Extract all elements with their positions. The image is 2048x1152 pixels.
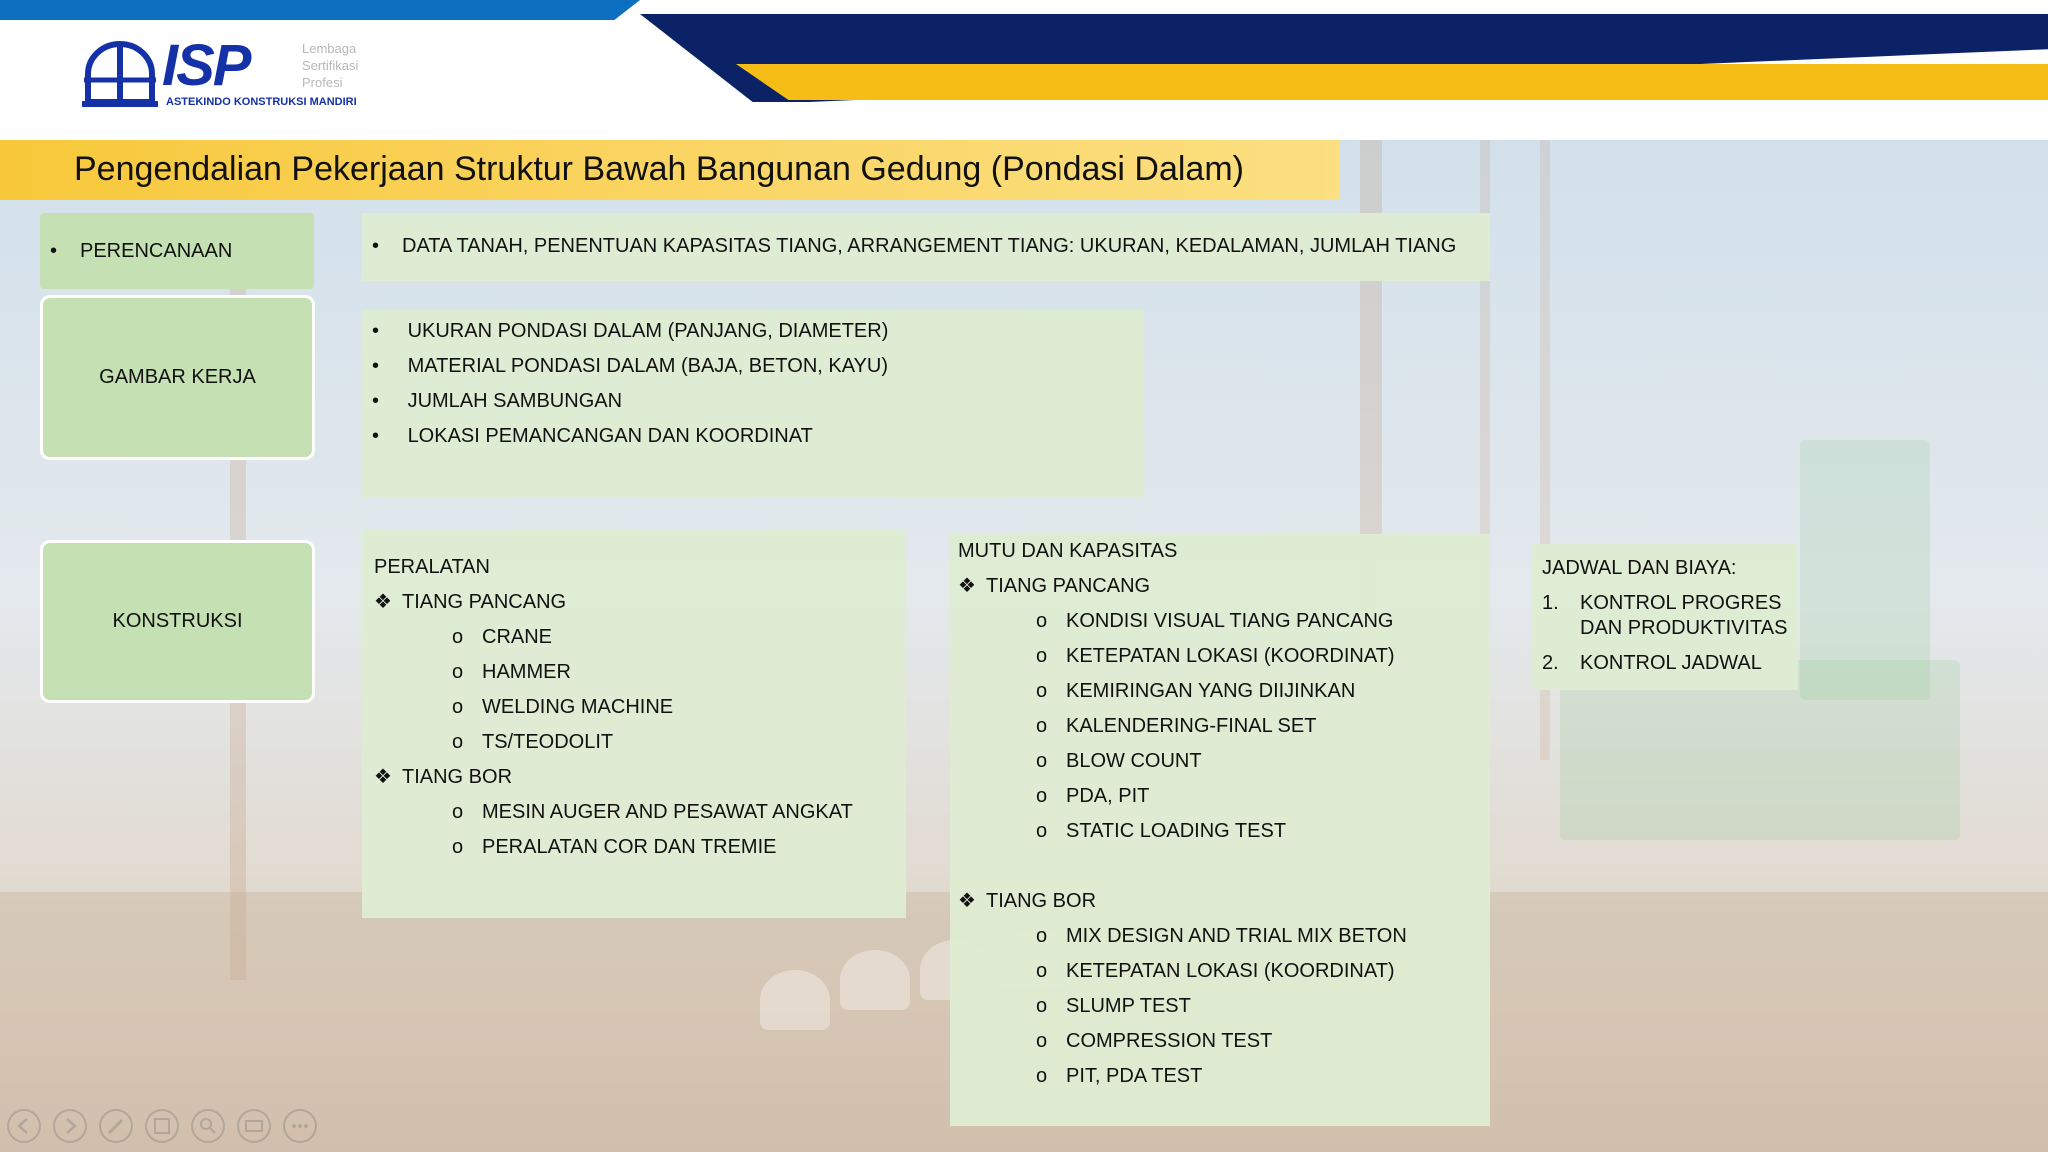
list-item xyxy=(958,709,1490,744)
list-item-text: KETEPATAN LOKASI (KOORDINAT) xyxy=(1066,960,1395,982)
diamond-bullet-icon: ❖ xyxy=(374,591,392,613)
section-heading: PERALATAN xyxy=(374,556,490,578)
group-header xyxy=(374,585,906,620)
list-item-text: PIT, PDA TEST xyxy=(1066,1065,1203,1087)
box-peralatan xyxy=(362,530,906,918)
box-perencanaan xyxy=(362,213,1490,281)
bullet-icon xyxy=(372,384,402,419)
circle-bullet-icon: o xyxy=(1036,820,1048,842)
list-item xyxy=(958,744,1490,779)
isp-logo xyxy=(82,33,382,112)
slide-header xyxy=(0,0,2048,140)
background-machine xyxy=(1800,440,1930,700)
list-item-text: MESIN AUGER AND PESAWAT ANGKAT xyxy=(482,801,853,823)
list-item xyxy=(958,954,1490,989)
list-item-text: PDA, PIT xyxy=(1066,785,1150,807)
box-gambar-kerja xyxy=(362,310,1144,498)
list-item-text: KONDISI VISUAL TIANG PANCANG xyxy=(1066,610,1394,632)
list-item xyxy=(958,1024,1490,1059)
list-item xyxy=(958,674,1490,709)
list-item-text: MIX DESIGN AND TRIAL MIX BETON xyxy=(1066,925,1407,947)
list-item xyxy=(958,814,1490,849)
list-item-text: KEMIRINGAN YANG DIIJINKAN xyxy=(1066,680,1356,702)
circle-bullet-icon: o xyxy=(452,661,464,683)
list-item-text: UKURAN PONDASI DALAM (PANJANG, DIAMETER) xyxy=(407,320,889,342)
group-header xyxy=(374,760,906,795)
list-item-text: JUMLAH SAMBUNGAN xyxy=(407,390,623,412)
list-item xyxy=(374,620,906,655)
section-heading: JADWAL DAN BIAYA: xyxy=(1542,557,1737,579)
bullet-icon xyxy=(50,240,80,263)
logo-org-line: Sertifikasi xyxy=(302,58,359,73)
pen-icon[interactable] xyxy=(98,1108,134,1144)
header-stripe-blue xyxy=(0,0,640,20)
circle-bullet-icon: o xyxy=(452,696,464,718)
list-item xyxy=(958,779,1490,814)
background-pile xyxy=(840,950,910,1010)
slide-title: Pengendalian Pekerjaan Struktur Bawah Bangunan Gedung (Pondasi Dalam) xyxy=(74,150,1244,188)
list-number: 1. xyxy=(1542,592,1559,614)
group-header xyxy=(958,884,1490,919)
logo-org-line: Profesi xyxy=(302,75,343,90)
logo-emblem-icon xyxy=(82,38,158,110)
header-stripe-yellow xyxy=(736,64,2048,100)
list-item xyxy=(958,604,1490,639)
list-item-text: LOKASI PEMANCANGAN DAN KOORDINAT xyxy=(407,425,813,447)
list-item-text: DATA TANAH, PENENTUAN KAPASITAS TIANG, ARRANGEMENT TIANG: UKURAN, KEDALAMAN, JUMLAH TIANG xyxy=(402,235,1457,257)
presentation-toolbar xyxy=(6,1108,318,1148)
circle-bullet-icon: o xyxy=(1036,750,1048,772)
background-pile xyxy=(760,970,830,1030)
logo-tagline: ASTEKINDO KONSTRUKSI MANDIRI xyxy=(166,96,357,108)
list-item xyxy=(372,349,1144,384)
circle-bullet-icon: o xyxy=(1036,925,1048,947)
list-item-text: SLUMP TEST xyxy=(1066,995,1191,1017)
box-mutu-kapasitas xyxy=(950,534,1490,1126)
list-item xyxy=(374,690,906,725)
section-heading: MUTU DAN KAPASITAS xyxy=(958,540,1178,562)
circle-bullet-icon: o xyxy=(452,801,464,823)
list-item-text: KETEPATAN LOKASI (KOORDINAT) xyxy=(1066,645,1395,667)
list-item-text: KALENDERING-FINAL SET xyxy=(1066,715,1317,737)
label-text: PERENCANAAN xyxy=(80,239,233,262)
previous-slide-icon[interactable] xyxy=(6,1108,42,1144)
diamond-bullet-icon: ❖ xyxy=(374,766,392,788)
circle-bullet-icon: o xyxy=(1036,680,1048,702)
logo-org-name xyxy=(302,40,382,91)
circle-bullet-icon: o xyxy=(452,731,464,753)
list-item xyxy=(372,314,1144,349)
circle-bullet-icon: o xyxy=(1036,1065,1048,1087)
logo-wordmark: ISP xyxy=(162,33,250,98)
bullet-icon xyxy=(372,349,402,384)
group-header xyxy=(958,569,1490,604)
box-jadwal-biaya xyxy=(1532,544,1798,690)
list-item xyxy=(374,830,906,865)
list-item xyxy=(374,795,906,830)
list-item xyxy=(958,919,1490,954)
circle-bullet-icon: o xyxy=(452,626,464,648)
spacer xyxy=(958,849,1490,884)
circle-bullet-icon: o xyxy=(1036,1030,1048,1052)
circle-bullet-icon: o xyxy=(1036,960,1048,982)
list-item xyxy=(372,229,1490,264)
group-name: TIANG BOR xyxy=(986,890,1097,912)
list-item-text: KONTROL JADWAL xyxy=(1580,652,1762,674)
label-gambar-kerja xyxy=(40,295,315,460)
list-item-text: TS/TEODOLIT xyxy=(482,731,614,753)
next-slide-icon[interactable] xyxy=(52,1108,88,1144)
list-item xyxy=(958,989,1490,1024)
bullet-icon xyxy=(372,314,402,349)
label-text: GAMBAR KERJA xyxy=(99,366,256,388)
circle-bullet-icon: o xyxy=(1036,785,1048,807)
list-item xyxy=(374,655,906,690)
group-name: TIANG PANCANG xyxy=(402,591,567,613)
circle-bullet-icon: o xyxy=(1036,610,1048,632)
circle-bullet-icon: o xyxy=(452,836,464,858)
list-item-line: KONTROL PROGRES xyxy=(1580,592,1782,614)
list-item xyxy=(958,1059,1490,1094)
diamond-bullet-icon: ❖ xyxy=(958,890,976,912)
label-perencanaan xyxy=(40,213,314,289)
list-item-line: DAN PRODUKTIVITAS xyxy=(1580,617,1788,639)
list-item-text: COMPRESSION TEST xyxy=(1066,1030,1273,1052)
list-item-text: STATIC LOADING TEST xyxy=(1066,820,1287,842)
list-item-text: MATERIAL PONDASI DALAM (BAJA, BETON, KAYU) xyxy=(407,355,889,377)
more-options-icon[interactable] xyxy=(282,1108,318,1144)
list-item-text: WELDING MACHINE xyxy=(482,696,674,718)
list-item xyxy=(374,725,906,760)
bullet-icon xyxy=(372,419,402,454)
logo-org-line: Lembaga xyxy=(302,41,357,56)
screen-icon[interactable] xyxy=(236,1108,272,1144)
list-item-text: BLOW COUNT xyxy=(1066,750,1202,772)
circle-bullet-icon: o xyxy=(1036,645,1048,667)
bullet-icon xyxy=(372,229,402,264)
list-item xyxy=(372,419,1144,454)
label-konstruksi xyxy=(40,540,315,703)
diamond-bullet-icon: ❖ xyxy=(958,575,976,597)
list-number: 2. xyxy=(1542,652,1559,674)
list-item xyxy=(1542,591,1798,641)
title-bar xyxy=(0,140,1340,200)
circle-bullet-icon: o xyxy=(1036,995,1048,1017)
group-name: TIANG PANCANG xyxy=(986,575,1151,597)
group-name: TIANG BOR xyxy=(402,766,513,788)
list-item-text xyxy=(1580,591,1787,641)
zoom-icon[interactable] xyxy=(190,1108,226,1144)
list-item xyxy=(958,639,1490,674)
label-text: KONSTRUKSI xyxy=(112,610,243,632)
list-item-text: CRANE xyxy=(482,626,553,648)
list-item-text: HAMMER xyxy=(482,661,571,683)
list-item xyxy=(1542,651,1798,676)
list-item xyxy=(372,384,1144,419)
list-item-text: PERALATAN COR DAN TREMIE xyxy=(482,836,777,858)
slides-grid-icon[interactable] xyxy=(144,1108,180,1144)
circle-bullet-icon: o xyxy=(1036,715,1048,737)
